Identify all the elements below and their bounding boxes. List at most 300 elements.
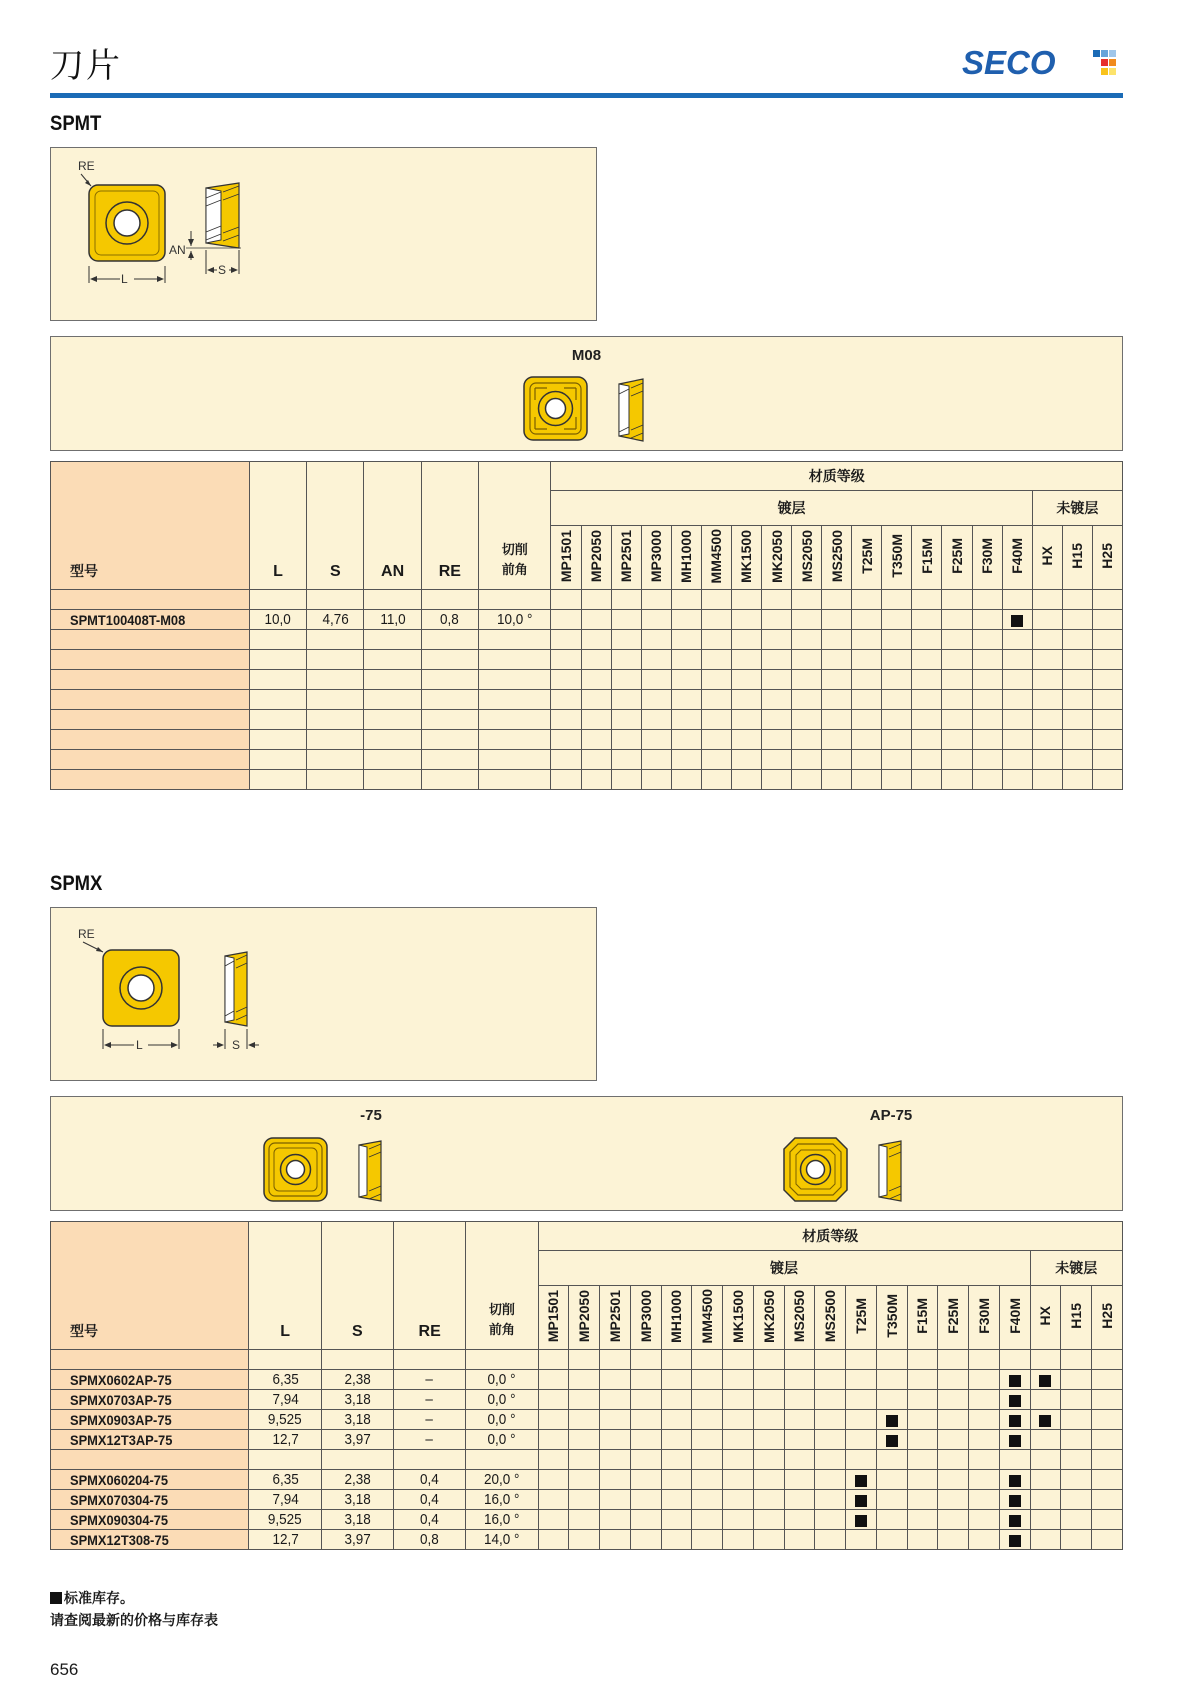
empty-cell bbox=[822, 630, 852, 650]
empty-cell bbox=[641, 690, 671, 710]
grade-cell-f40m bbox=[999, 1510, 1030, 1530]
empty-cell bbox=[1032, 670, 1062, 690]
section-title-spmt: SPMT bbox=[50, 112, 102, 135]
grade-cell-t25m bbox=[846, 1430, 877, 1450]
grade-name: F25M bbox=[948, 538, 965, 574]
dim-value: 7,94 bbox=[271, 1491, 299, 1508]
model-code: SPMX090304-75 bbox=[70, 1511, 169, 1528]
empty-cell bbox=[731, 650, 761, 670]
empty-cell bbox=[972, 730, 1002, 750]
grade-cell-hx bbox=[1032, 610, 1062, 630]
grade-header-mp3000 bbox=[641, 526, 671, 590]
empty-cell bbox=[551, 630, 581, 650]
grade-cell-ms2050 bbox=[792, 610, 822, 630]
empty-cell bbox=[551, 730, 581, 750]
dim-cell-an bbox=[364, 610, 421, 630]
empty-cell bbox=[761, 710, 791, 730]
grade-cell-h15 bbox=[1061, 1430, 1092, 1450]
grade-cell-mk1500 bbox=[723, 1390, 754, 1410]
dim-value: 0,4 bbox=[420, 1511, 440, 1528]
grade-cell-ms2050 bbox=[784, 1390, 815, 1410]
empty-cell bbox=[969, 1350, 1000, 1370]
grade-cell-mk1500 bbox=[723, 1470, 754, 1490]
grade-cell-f40m bbox=[999, 1410, 1030, 1430]
grade-header-mp2501 bbox=[611, 526, 641, 590]
empty-cell bbox=[731, 670, 761, 690]
empty-cell bbox=[701, 750, 731, 770]
rake-angle-value: 16,0 ° bbox=[484, 1491, 520, 1508]
empty-cell bbox=[307, 770, 364, 790]
grade-cell-f40m bbox=[999, 1530, 1030, 1550]
empty-cell bbox=[942, 750, 972, 770]
grade-cell-hx bbox=[1030, 1370, 1061, 1390]
spacer-row bbox=[51, 650, 1123, 670]
empty-cell bbox=[1092, 750, 1122, 770]
grade-cell-h15 bbox=[1061, 1410, 1092, 1430]
empty-cell bbox=[852, 670, 882, 690]
empty-cell bbox=[307, 590, 364, 610]
grade-cell-t25m bbox=[846, 1390, 877, 1410]
rake-angle-value: 14,0 ° bbox=[484, 1531, 520, 1548]
empty-cell bbox=[731, 710, 761, 730]
empty-cell bbox=[1062, 730, 1092, 750]
empty-cell bbox=[321, 1350, 393, 1370]
grade-cell-mp2050 bbox=[569, 1390, 600, 1410]
grade-cell-mh1000 bbox=[661, 1470, 692, 1490]
dim-cell-s bbox=[321, 1410, 393, 1430]
grade-cell-h25 bbox=[1092, 1490, 1123, 1510]
grade-cell-f15m bbox=[907, 1430, 938, 1450]
grade-header-f30m bbox=[969, 1286, 1000, 1350]
empty-cell bbox=[249, 630, 306, 650]
empty-cell bbox=[1032, 630, 1062, 650]
empty-cell bbox=[671, 670, 701, 690]
dim-value: 9,525 bbox=[268, 1511, 302, 1528]
grade-cell-f30m bbox=[969, 1490, 1000, 1510]
grade-cell-f30m bbox=[972, 610, 1002, 630]
footer-price-note: 请查阅最新的价格与库存表 bbox=[50, 1613, 218, 1629]
grade-cell-mp1501 bbox=[538, 1390, 569, 1410]
empty-cell bbox=[731, 770, 761, 790]
empty-cell bbox=[51, 670, 250, 690]
grade-header-h25 bbox=[1092, 526, 1122, 590]
empty-cell bbox=[701, 650, 731, 670]
rake-angle-header-line1: 切削 bbox=[488, 1303, 515, 1318]
grade-name: MS2050 bbox=[798, 529, 815, 583]
empty-cell bbox=[731, 630, 761, 650]
rake-angle-cell bbox=[466, 1370, 538, 1390]
empty-cell bbox=[611, 650, 641, 670]
empty-cell bbox=[1062, 630, 1092, 650]
empty-cell bbox=[942, 590, 972, 610]
empty-cell bbox=[942, 730, 972, 750]
empty-cell bbox=[701, 670, 731, 690]
grade-header-ms2050 bbox=[792, 526, 822, 590]
empty-cell bbox=[611, 690, 641, 710]
empty-cell bbox=[581, 750, 611, 770]
empty-cell bbox=[912, 690, 942, 710]
grade-cell-t350m bbox=[876, 1430, 907, 1450]
grade-cell-f15m bbox=[907, 1370, 938, 1390]
dim-cell-re bbox=[394, 1490, 466, 1510]
grade-header-mh1000 bbox=[661, 1286, 692, 1350]
empty-cell bbox=[822, 730, 852, 750]
grade-header-h25 bbox=[1092, 1286, 1123, 1350]
empty-cell bbox=[249, 750, 306, 770]
empty-cell bbox=[972, 750, 1002, 770]
empty-cell bbox=[249, 1350, 321, 1370]
dim-value: 3,18 bbox=[344, 1491, 371, 1508]
grade-cell-mk2050 bbox=[753, 1510, 784, 1530]
spmt-m08-insert-icon bbox=[521, 374, 661, 444]
empty-cell bbox=[852, 690, 882, 710]
grade-cell-hx bbox=[1030, 1490, 1061, 1510]
empty-cell bbox=[761, 670, 791, 690]
dim-cell-re bbox=[394, 1510, 466, 1530]
empty-cell bbox=[364, 650, 421, 670]
dim-value: 3,97 bbox=[344, 1531, 371, 1548]
empty-cell bbox=[600, 1350, 631, 1370]
model-header: 型号 bbox=[51, 462, 250, 590]
spmx-variant-label-2: AP-75 bbox=[869, 1107, 913, 1124]
empty-cell bbox=[852, 650, 882, 670]
stock-square-icon bbox=[1009, 1435, 1021, 1447]
grade-cell-mp2501 bbox=[600, 1490, 631, 1510]
grade-header-mp1501 bbox=[551, 526, 581, 590]
dim-value: – bbox=[425, 1391, 434, 1408]
empty-cell bbox=[479, 750, 551, 770]
empty-cell bbox=[479, 670, 551, 690]
empty-cell bbox=[1002, 670, 1032, 690]
empty-cell bbox=[1092, 670, 1122, 690]
empty-cell bbox=[822, 690, 852, 710]
model-cell bbox=[51, 1490, 249, 1510]
empty-cell bbox=[1062, 650, 1092, 670]
empty-cell bbox=[1032, 710, 1062, 730]
empty-cell bbox=[671, 750, 701, 770]
grade-cell-mm4500 bbox=[692, 1370, 723, 1390]
empty-cell bbox=[671, 690, 701, 710]
empty-cell bbox=[882, 670, 912, 690]
empty-cell bbox=[661, 1450, 692, 1470]
empty-cell bbox=[822, 670, 852, 690]
empty-cell bbox=[307, 710, 364, 730]
empty-cell bbox=[421, 650, 478, 670]
empty-cell bbox=[671, 730, 701, 750]
grade-cell-f30m bbox=[969, 1370, 1000, 1390]
dim-value: 3,97 bbox=[344, 1431, 371, 1448]
empty-cell bbox=[51, 630, 250, 650]
empty-cell bbox=[792, 750, 822, 770]
empty-cell bbox=[421, 750, 478, 770]
grade-name: MP3000 bbox=[637, 1289, 654, 1343]
grade-header-mm4500 bbox=[701, 526, 731, 590]
empty-cell bbox=[912, 670, 942, 690]
empty-cell bbox=[761, 730, 791, 750]
empty-cell bbox=[611, 590, 641, 610]
empty-cell bbox=[761, 690, 791, 710]
empty-cell bbox=[641, 750, 671, 770]
empty-cell bbox=[641, 770, 671, 790]
grade-cell-hx bbox=[1030, 1390, 1061, 1410]
dim-value: 2,38 bbox=[344, 1371, 371, 1388]
grade-cell-h15 bbox=[1061, 1470, 1092, 1490]
grade-cell-h15 bbox=[1061, 1490, 1092, 1510]
empty-cell bbox=[1062, 590, 1092, 610]
empty-cell bbox=[307, 690, 364, 710]
stock-square-icon bbox=[1009, 1515, 1021, 1527]
empty-cell bbox=[51, 690, 250, 710]
empty-cell bbox=[479, 590, 551, 610]
dim-cell-s bbox=[321, 1490, 393, 1510]
grade-cell-hx bbox=[1030, 1430, 1061, 1450]
stock-square-icon bbox=[1009, 1415, 1021, 1427]
rake-angle-cell bbox=[466, 1410, 538, 1430]
grade-cell-ms2500 bbox=[815, 1510, 846, 1530]
grade-cell-mm4500 bbox=[692, 1490, 723, 1510]
empty-cell bbox=[581, 690, 611, 710]
rake-angle-cell bbox=[466, 1510, 538, 1530]
spmx-insert-drawing bbox=[51, 908, 596, 1080]
dim-value: 0,8 bbox=[420, 1531, 440, 1548]
grade-header-f40m bbox=[999, 1286, 1030, 1350]
spacer-row bbox=[51, 750, 1123, 770]
spmx-s-label: S bbox=[232, 1038, 241, 1052]
grade-header-mm4500 bbox=[692, 1286, 723, 1350]
dim-value: 10,0 bbox=[264, 611, 292, 628]
grade-cell-f15m bbox=[907, 1410, 938, 1430]
grade-cell-mk1500 bbox=[723, 1490, 754, 1510]
grade-cell-f25m bbox=[938, 1530, 969, 1550]
grade-cell-mp2050 bbox=[569, 1510, 600, 1530]
model-code: SPMX0903AP-75 bbox=[70, 1411, 172, 1428]
grade-cell-f15m bbox=[907, 1390, 938, 1410]
brand-logo: SECO bbox=[962, 44, 1056, 81]
grade-cell-h25 bbox=[1092, 1530, 1123, 1550]
grade-header-f40m bbox=[1002, 526, 1032, 590]
dim-value: 6,35 bbox=[271, 1371, 299, 1388]
spmx-75-insert-icon bbox=[261, 1135, 401, 1205]
dim-header-l: L bbox=[249, 462, 306, 590]
spacer-row bbox=[51, 1350, 1123, 1370]
rake-angle-cell bbox=[466, 1430, 538, 1450]
grade-cell-t350m bbox=[882, 610, 912, 630]
grade-name: F25M bbox=[945, 1298, 962, 1334]
grade-cell-mp3000 bbox=[630, 1410, 661, 1430]
empty-cell bbox=[852, 730, 882, 750]
empty-cell bbox=[761, 590, 791, 610]
grade-name: MP3000 bbox=[648, 529, 665, 583]
empty-cell bbox=[421, 670, 478, 690]
empty-cell bbox=[852, 590, 882, 610]
material-grade-header: 材质等级 bbox=[538, 1222, 1122, 1251]
grade-cell-hx bbox=[1030, 1470, 1061, 1490]
spmt-s-label: S bbox=[218, 263, 227, 277]
grade-cell-ms2500 bbox=[815, 1370, 846, 1390]
grade-cell-mp1501 bbox=[538, 1470, 569, 1490]
empty-cell bbox=[249, 1450, 321, 1470]
grade-cell-f25m bbox=[942, 610, 972, 630]
empty-cell bbox=[51, 650, 250, 670]
empty-cell bbox=[321, 1450, 393, 1470]
grade-name: T350M bbox=[883, 1294, 900, 1338]
grade-name: F15M bbox=[918, 538, 935, 574]
empty-cell bbox=[611, 730, 641, 750]
grade-cell-h15 bbox=[1061, 1510, 1092, 1530]
grade-cell-h15 bbox=[1061, 1530, 1092, 1550]
empty-cell bbox=[784, 1450, 815, 1470]
stock-square-icon bbox=[1039, 1375, 1051, 1387]
empty-cell bbox=[912, 650, 942, 670]
dim-value: 9,525 bbox=[268, 1411, 302, 1428]
grade-cell-f15m bbox=[907, 1530, 938, 1550]
empty-cell bbox=[569, 1450, 600, 1470]
empty-cell bbox=[882, 590, 912, 610]
grade-cell-t25m bbox=[846, 1490, 877, 1510]
grade-cell-ms2500 bbox=[815, 1430, 846, 1450]
grade-cell-t350m bbox=[876, 1510, 907, 1530]
grade-cell-mk2050 bbox=[753, 1370, 784, 1390]
grade-cell-mh1000 bbox=[661, 1430, 692, 1450]
dim-value: – bbox=[425, 1371, 434, 1388]
grade-cell-f15m bbox=[907, 1490, 938, 1510]
empty-cell bbox=[912, 710, 942, 730]
dim-cell-s bbox=[321, 1370, 393, 1390]
empty-cell bbox=[1092, 630, 1122, 650]
empty-cell bbox=[907, 1450, 938, 1470]
empty-cell bbox=[876, 1450, 907, 1470]
spmt-spec-table bbox=[50, 461, 1123, 790]
grade-cell-mm4500 bbox=[692, 1410, 723, 1430]
grade-name: H25 bbox=[1099, 1303, 1116, 1329]
dim-value: 6,35 bbox=[271, 1471, 299, 1488]
empty-cell bbox=[882, 750, 912, 770]
empty-cell bbox=[51, 590, 250, 610]
grade-cell-f30m bbox=[969, 1470, 1000, 1490]
grade-header-ms2050 bbox=[784, 1286, 815, 1350]
empty-cell bbox=[551, 750, 581, 770]
spacer-row bbox=[51, 710, 1123, 730]
empty-cell bbox=[972, 590, 1002, 610]
empty-cell bbox=[731, 690, 761, 710]
grade-cell-t350m bbox=[876, 1390, 907, 1410]
grade-name: F30M bbox=[975, 1298, 992, 1334]
grade-header-mp2050 bbox=[569, 1286, 600, 1350]
grade-cell-mk2050 bbox=[753, 1390, 784, 1410]
empty-cell bbox=[1092, 650, 1122, 670]
uncoated-header: 未镀层 bbox=[1030, 1251, 1122, 1286]
grade-cell-mk1500 bbox=[723, 1410, 754, 1430]
empty-cell bbox=[723, 1350, 754, 1370]
grade-cell-f25m bbox=[938, 1490, 969, 1510]
model-code: SPMX070304-75 bbox=[70, 1491, 169, 1508]
grade-name: F30M bbox=[979, 538, 996, 574]
grade-cell-mh1000 bbox=[661, 1370, 692, 1390]
grade-name: MS2050 bbox=[791, 1289, 808, 1343]
empty-cell bbox=[581, 590, 611, 610]
empty-cell bbox=[581, 630, 611, 650]
grade-header-mk2050 bbox=[761, 526, 791, 590]
grade-cell-mp3000 bbox=[630, 1530, 661, 1550]
empty-cell bbox=[641, 670, 671, 690]
model-code: SPMX12T308-75 bbox=[70, 1531, 169, 1548]
grade-cell-ms2050 bbox=[784, 1510, 815, 1530]
grade-header-mp2050 bbox=[581, 526, 611, 590]
grade-cell-h25 bbox=[1092, 1370, 1123, 1390]
empty-cell bbox=[876, 1350, 907, 1370]
empty-cell bbox=[942, 770, 972, 790]
empty-cell bbox=[581, 710, 611, 730]
rake-angle-header-line1: 切削 bbox=[501, 543, 528, 558]
grade-cell-mk1500 bbox=[723, 1530, 754, 1550]
grade-cell-h25 bbox=[1092, 1510, 1123, 1530]
table-row bbox=[51, 1530, 1123, 1550]
grade-cell-f15m bbox=[912, 610, 942, 630]
dim-value: 0,4 bbox=[420, 1491, 440, 1508]
empty-cell bbox=[792, 630, 822, 650]
model-cell bbox=[51, 1430, 249, 1450]
grade-cell-h25 bbox=[1092, 1470, 1123, 1490]
grade-header-f15m bbox=[907, 1286, 938, 1350]
empty-cell bbox=[479, 770, 551, 790]
footer-stock-note bbox=[50, 1588, 134, 1608]
empty-cell bbox=[1032, 590, 1062, 610]
header-row bbox=[51, 462, 1123, 491]
spacer-row bbox=[51, 730, 1123, 750]
grade-cell-mp2501 bbox=[600, 1510, 631, 1530]
grade-cell-f15m bbox=[907, 1470, 938, 1490]
dim-value: 12,7 bbox=[271, 1531, 299, 1548]
grade-name: HX bbox=[1039, 546, 1056, 566]
brand-mark-icon bbox=[1093, 50, 1117, 76]
empty-cell bbox=[466, 1350, 538, 1370]
dim-cell-s bbox=[307, 610, 364, 630]
rake-angle-cell bbox=[466, 1470, 538, 1490]
grade-name: MS2500 bbox=[828, 529, 845, 583]
grade-header-mh1000 bbox=[671, 526, 701, 590]
empty-cell bbox=[51, 770, 250, 790]
empty-cell bbox=[723, 1450, 754, 1470]
empty-cell bbox=[792, 650, 822, 670]
spacer-row bbox=[51, 770, 1123, 790]
grade-cell-mp3000 bbox=[641, 610, 671, 630]
empty-cell bbox=[1062, 770, 1092, 790]
dim-header-re: RE bbox=[394, 1222, 466, 1350]
grade-name: F40M bbox=[1009, 538, 1026, 574]
grade-name: T25M bbox=[852, 1298, 869, 1334]
spmt-an-label: AN bbox=[169, 243, 186, 257]
grade-cell-mh1000 bbox=[661, 1410, 692, 1430]
empty-cell bbox=[1032, 770, 1062, 790]
dim-header-an: AN bbox=[364, 462, 421, 590]
empty-cell bbox=[307, 630, 364, 650]
model-cell bbox=[51, 1410, 249, 1430]
grade-cell-ms2050 bbox=[784, 1370, 815, 1390]
empty-cell bbox=[822, 770, 852, 790]
spmt-variant-panel bbox=[50, 336, 1123, 451]
material-grade-header: 材质等级 bbox=[551, 462, 1123, 491]
spmt-re-label: RE bbox=[78, 159, 95, 173]
model-cell bbox=[51, 1370, 249, 1390]
grade-header-h15 bbox=[1061, 1286, 1092, 1350]
empty-cell bbox=[753, 1350, 784, 1370]
empty-cell bbox=[1002, 590, 1032, 610]
empty-cell bbox=[611, 630, 641, 650]
empty-cell bbox=[581, 730, 611, 750]
grade-cell-mh1000 bbox=[661, 1510, 692, 1530]
header-rule bbox=[50, 93, 1123, 98]
empty-cell bbox=[307, 750, 364, 770]
